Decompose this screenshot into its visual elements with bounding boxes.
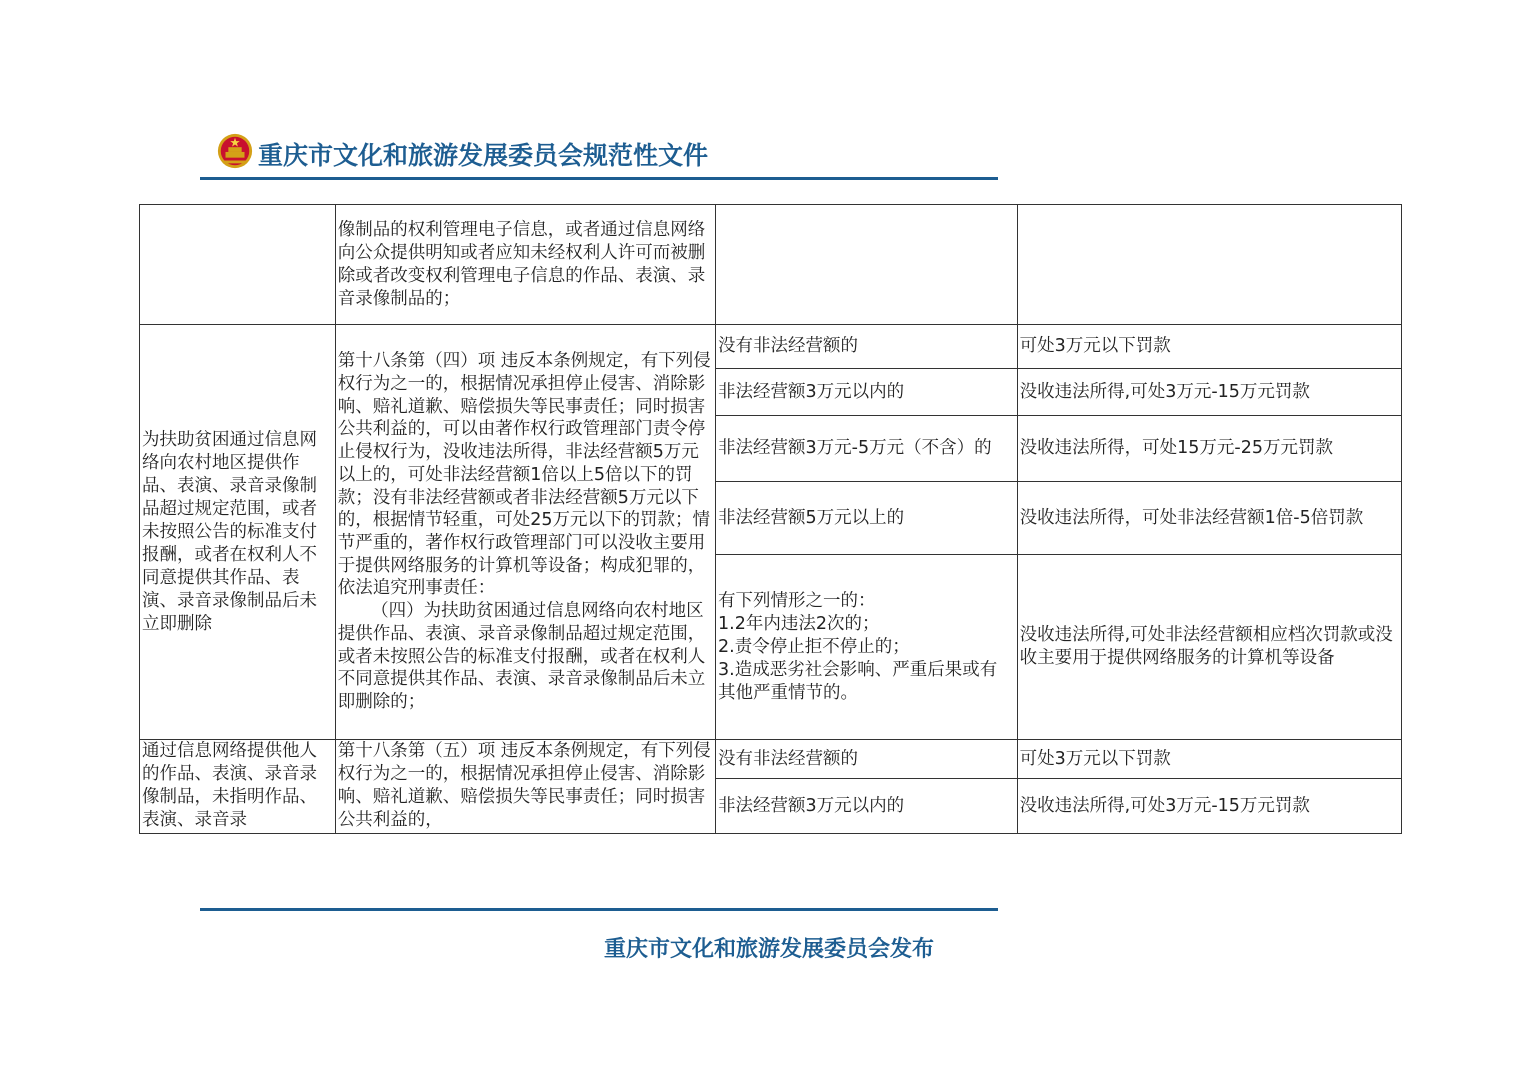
legal-basis-cell: 第十八条第（五）项 违反本条例规定，有下列侵权行为之一的，根据情况承担停止侵害、消除影响、赔礼道歉、赔偿损失等民事责任；同时损害公共利益的，	[335, 740, 715, 834]
circumstance-cell: 有下列情形之一的： 1.2年内违法2次的； 2.责令停止拒不停止的； 3.造成恶劣社会影响、严重后果或有其他严重情节的。	[716, 555, 1018, 740]
document-header	[200, 128, 1000, 182]
circumstance-cell	[716, 205, 1018, 325]
violation-cell: 为扶助贫困通过信息网络向农村地区提供作品、表演、录音录像制品超过规定范围，或者未按照公告的标准支付报酬，或者在权利人不同意提供其作品、表演、录音录像制品后未立即删除	[140, 325, 336, 740]
violation-cell: 通过信息网络提供他人的作品、表演、录音录像制品，未指明作品、表演、录音录	[140, 740, 336, 834]
footer-divider	[200, 908, 998, 911]
header-divider	[200, 177, 998, 180]
circumstance-cell: 非法经营额3万元-5万元（不含）的	[716, 416, 1018, 482]
legal-basis-cell: 像制品的权利管理电子信息，或者通过信息网络向公众提供明知或者应知未经权利人许可而被删除或者改变权利管理电子信息的作品、表演、录音录像制品的；	[335, 205, 715, 325]
penalty-cell: 没收违法所得,可处非法经营额相应档次罚款或没收主要用于提供网络服务的计算机等设备	[1017, 555, 1401, 740]
violation-cell	[140, 205, 336, 325]
circumstance-cell: 非法经营额5万元以上的	[716, 482, 1018, 555]
circumstance-cell: 没有非法经营额的	[716, 740, 1018, 779]
penalty-cell	[1017, 205, 1401, 325]
penalty-cell: 没收违法所得，可处15万元-25万元罚款	[1017, 416, 1401, 482]
publisher-footer: 重庆市文化和旅游发展委员会发布	[604, 936, 935, 962]
penalty-cell: 没收违法所得，可处非法经营额1倍-5倍罚款	[1017, 482, 1401, 555]
table-row	[140, 740, 1402, 779]
penalty-table	[139, 204, 1402, 834]
penalty-cell: 没收违法所得,可处3万元-15万元罚款	[1017, 369, 1401, 416]
table-row	[140, 205, 1402, 325]
document-title: 重庆市文化和旅游发展委员会规范性文件	[258, 141, 709, 170]
national-emblem-icon	[216, 132, 254, 170]
table-row	[140, 325, 1402, 369]
circumstance-cell: 非法经营额3万元以内的	[716, 369, 1018, 416]
penalty-cell: 可处3万元以下罚款	[1017, 325, 1401, 369]
legal-basis-cell: 第十八条第（四）项 违反本条例规定，有下列侵权行为之一的，根据情况承担停止侵害、消除影响、赔礼道歉、赔偿损失等民事责任；同时损害公共利益的，可以由著作权行政管理部门责令停止侵权行为，没收违法所得，非法经营额5万元以上的，可处非法经营额1倍以上5倍以下的罚款；没有非法经营额或者非法经营额5万元以下的，根据情节轻重，可处25万元以下的罚款；情节严重的，著作权行政管理部门可以没收主要用于提供网络服务的计算机等设备；构成犯罪的，依法追究刑事责任： （四）为扶助贫困通过信息网络向农村地区提供作品、表演、录音录像制品超过规定范围，或者未按照公告的标准支付报酬，或者在权利人不同意提供其作品、表演、录音录像制品后未立即删除的；	[335, 325, 715, 740]
circumstance-cell: 没有非法经营额的	[716, 325, 1018, 369]
penalty-cell: 可处3万元以下罚款	[1017, 740, 1401, 779]
circumstance-cell: 非法经营额3万元以内的	[716, 779, 1018, 834]
penalty-cell: 没收违法所得,可处3万元-15万元罚款	[1017, 779, 1401, 834]
